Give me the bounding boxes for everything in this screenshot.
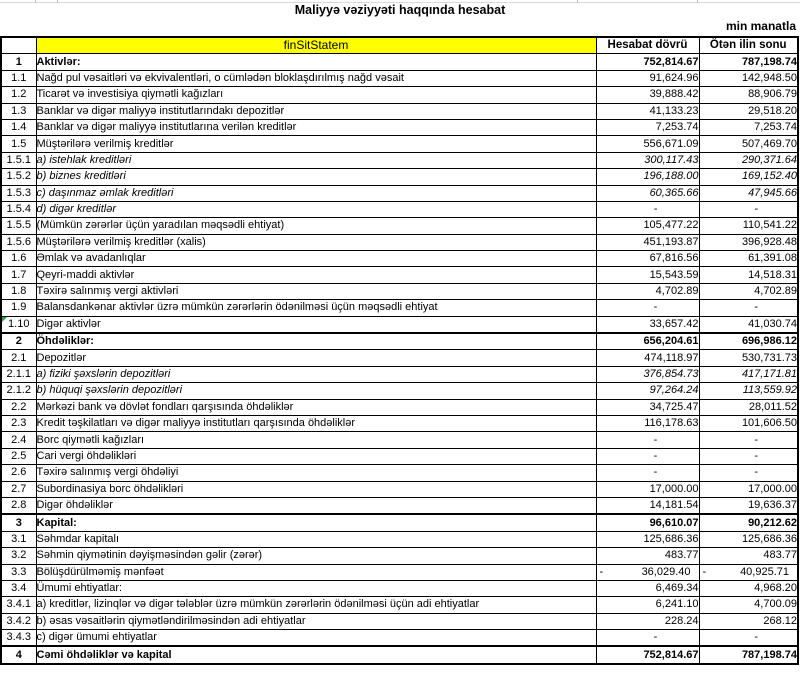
table-row <box>1 564 798 580</box>
row-label-cell: Səhmdar kapitalı <box>36 531 596 547</box>
table-row <box>1 399 798 415</box>
previous-year-value-cell: - <box>699 630 798 647</box>
column-header-code <box>1 37 36 54</box>
row-code-cell: 1.3 <box>1 103 36 119</box>
table-row <box>1 531 798 547</box>
row-label-cell: Depozitlər <box>36 350 596 366</box>
table-row <box>1 185 798 201</box>
row-code-cell: 1.5.5 <box>1 218 36 234</box>
row-label-cell: Müştərilərə verilmiş kreditlər <box>36 136 596 152</box>
current-period-value-cell: - <box>596 448 699 464</box>
column-header-current-period: Hesabat dövrü <box>596 37 699 54</box>
row-label-cell: Öhdəliklər: <box>36 333 596 350</box>
current-period-value-cell: 451,193.87 <box>596 234 699 250</box>
table-row <box>1 366 798 382</box>
previous-year-value-cell: 125,686.36 <box>699 531 798 547</box>
row-label-cell: Balansdankənar aktivlər üzrə mümkün zərərlərin ödənilməsi üçün məqsədli ehtiyat <box>36 300 596 316</box>
table-row <box>1 218 798 234</box>
row-code-cell: 2.1.1 <box>1 366 36 382</box>
table-row <box>1 103 798 119</box>
table-row <box>1 267 798 283</box>
current-period-value-cell: 196,188.00 <box>596 169 699 185</box>
row-code-cell: 1 <box>1 54 36 70</box>
table-row <box>1 251 798 267</box>
row-code-cell: 1.8 <box>1 283 36 299</box>
row-code-cell: 1.2 <box>1 87 36 103</box>
current-period-value-cell: 60,365.66 <box>596 185 699 201</box>
row-code-cell: 3.2 <box>1 548 36 564</box>
previous-year-value-cell: 19,636.37 <box>699 497 798 514</box>
row-code-cell: 1.7 <box>1 267 36 283</box>
row-code-cell: 1.10 <box>1 316 36 333</box>
row-code-cell: 1.5.3 <box>1 185 36 201</box>
previous-year-value-cell: 268.12 <box>699 613 798 629</box>
table-row <box>1 70 798 86</box>
table-row <box>1 201 798 217</box>
row-label-cell: Aktivlər: <box>36 54 596 70</box>
row-label-cell: Subordinasiya borc öhdəlikləri <box>36 481 596 497</box>
previous-year-value-cell: - <box>699 300 798 316</box>
row-code-cell: 2.2 <box>1 399 36 415</box>
row-code-cell: 2.7 <box>1 481 36 497</box>
row-code-cell: 3.4 <box>1 580 36 596</box>
previous-year-value-cell: 61,391.08 <box>699 251 798 267</box>
row-code-cell: 4 <box>1 646 36 663</box>
table-row <box>1 432 798 448</box>
row-label-cell: Təxirə salınmış vergi aktivləri <box>36 283 596 299</box>
table-row <box>1 448 798 464</box>
previous-year-value-cell: 507,469.70 <box>699 136 798 152</box>
row-code-cell: 3.4.1 <box>1 597 36 613</box>
row-code-cell: 2.4 <box>1 432 36 448</box>
previous-year-value-cell: 29,518.20 <box>699 103 798 119</box>
row-code-cell: 3 <box>1 514 36 531</box>
row-label-cell: a) kreditlər, lizinqlər və digər tələblər üzrə mümkün zərərlərin ödənilməsi üçün adi ehtiyatlar <box>36 597 596 613</box>
current-period-value-cell: 105,477.22 <box>596 218 699 234</box>
row-code-cell: 3.3 <box>1 564 36 580</box>
current-period-value-cell: 483.77 <box>596 548 699 564</box>
row-code-cell: 1.1 <box>1 70 36 86</box>
row-label-cell: Banklar və digər maliyyə institutlarına verilən kreditlər <box>36 119 596 135</box>
table-row <box>1 548 798 564</box>
row-label-cell: Ticarət və investisiya qiymətli kağızları <box>36 87 596 103</box>
row-code-cell: 1.5.6 <box>1 234 36 250</box>
current-period-value-cell: 4,702.89 <box>596 283 699 299</box>
row-code-cell: 2.6 <box>1 465 36 481</box>
header-row <box>1 37 798 54</box>
minus-sign: - <box>599 565 604 578</box>
unit-note: min manatla <box>725 19 796 33</box>
current-period-value-cell: 752,814.67 <box>596 54 699 70</box>
minus-sign: - <box>702 565 707 578</box>
row-code-cell: 3.1 <box>1 531 36 547</box>
table-row <box>1 234 798 250</box>
row-code-cell: 2.8 <box>1 497 36 514</box>
previous-year-value-cell: 4,702.89 <box>699 283 798 299</box>
previous-year-value-cell: 113,559.92 <box>699 383 798 399</box>
current-period-value-cell: - <box>596 630 699 647</box>
current-period-value-cell: - <box>596 465 699 481</box>
previous-year-value-cell: 14,518.31 <box>699 267 798 283</box>
table-row <box>1 497 798 514</box>
amount: 40,925.71 <box>740 565 789 578</box>
current-period-value-cell <box>596 564 699 580</box>
row-label-cell: Mərkəzi bank və dövlət fondları qarşısında öhdəliklər <box>36 399 596 415</box>
previous-year-value-cell <box>699 564 798 580</box>
previous-year-value-cell: 169,152.40 <box>699 169 798 185</box>
current-period-value-cell: 41,133.23 <box>596 103 699 119</box>
table-row <box>1 481 798 497</box>
table-row <box>1 136 798 152</box>
current-period-value-cell: 6,241.10 <box>596 597 699 613</box>
previous-year-value-cell: 396,928.48 <box>699 234 798 250</box>
row-label-cell: Səhmin qiymətinin dəyişməsindən gəlir (zərər) <box>36 548 596 564</box>
row-label-cell: Müştərilərə verilmiş kreditlər (xalis) <box>36 234 596 250</box>
table-row <box>1 646 798 663</box>
previous-year-value-cell: 101,606.50 <box>699 415 798 431</box>
previous-year-value-cell: - <box>699 465 798 481</box>
row-label-cell: Təxirə salınmış vergi öhdəliyi <box>36 465 596 481</box>
row-label-cell: Borc qiymətli kağızları <box>36 432 596 448</box>
row-label-cell: b) əsas vəsaitlərin qiymətləndirilməsindən adi ehtiyatlar <box>36 613 596 629</box>
previous-year-value-cell: 4,700.09 <box>699 597 798 613</box>
previous-year-value-cell: 47,945.66 <box>699 185 798 201</box>
row-label-cell: Kapital: <box>36 514 596 531</box>
current-period-value-cell: 39,888.42 <box>596 87 699 103</box>
table-row <box>1 580 798 596</box>
current-period-value-cell: 300,117.43 <box>596 152 699 168</box>
row-code-cell: 2 <box>1 333 36 350</box>
previous-year-value-cell: 90,212.62 <box>699 514 798 531</box>
current-period-value-cell: 7,253.74 <box>596 119 699 135</box>
previous-year-value-cell: 696,986.12 <box>699 333 798 350</box>
row-code-cell: 1.9 <box>1 300 36 316</box>
current-period-value-cell: - <box>596 201 699 217</box>
current-period-value-cell: 97,264.24 <box>596 383 699 399</box>
row-code-cell: 2.3 <box>1 415 36 431</box>
table-row <box>1 597 798 613</box>
current-period-value-cell: 17,000.00 <box>596 481 699 497</box>
row-label-cell: Digər öhdəliklər <box>36 497 596 514</box>
row-label-cell: Ümumi ehtiyatlar: <box>36 580 596 596</box>
row-code-cell: 1.5.1 <box>1 152 36 168</box>
table-row <box>1 415 798 431</box>
row-code-cell: 1.4 <box>1 119 36 135</box>
table-row <box>1 152 798 168</box>
column-header-finsitstatem: finSitStatem <box>36 37 596 54</box>
previous-year-value-cell: 41,030.74 <box>699 316 798 333</box>
row-code-cell: 1.5.2 <box>1 169 36 185</box>
current-period-value-cell: 228.24 <box>596 613 699 629</box>
row-code-cell: 2.5 <box>1 448 36 464</box>
row-label-cell: Nağd pul vəsaitləri və ekvivalentləri, o cümlədən bloklaşdırılmış nağd vəsait <box>36 70 596 86</box>
row-label-cell: c) digər ümumi ehtiyatlar <box>36 630 596 647</box>
table-row <box>1 283 798 299</box>
table-row <box>1 514 798 531</box>
row-code-cell: 1.5.4 <box>1 201 36 217</box>
row-label-cell: a) fiziki şəxslərin depozitləri <box>36 366 596 382</box>
current-period-value-cell: 125,686.36 <box>596 531 699 547</box>
row-code-cell: 1.6 <box>1 251 36 267</box>
current-period-value-cell: 67,816.56 <box>596 251 699 267</box>
current-period-value-cell: 14,181.54 <box>596 497 699 514</box>
row-label-cell: (Mümkün zərərlər üçün yaradılan məqsədli ehtiyat) <box>36 218 596 234</box>
current-period-value-cell: 15,543.59 <box>596 267 699 283</box>
table-row <box>1 169 798 185</box>
current-period-value-cell: 6,469.34 <box>596 580 699 596</box>
previous-year-value-cell: 530,731.73 <box>699 350 798 366</box>
current-period-value-cell: 556,671.09 <box>596 136 699 152</box>
row-code-cell: 3.4.2 <box>1 613 36 629</box>
report-title: Maliyyə vəziyyəti haqqında hesabat <box>294 3 506 17</box>
current-period-value-cell: 91,624.96 <box>596 70 699 86</box>
previous-year-value-cell: 142,948.50 <box>699 70 798 86</box>
table-row <box>1 119 798 135</box>
current-period-value-cell: 96,610.07 <box>596 514 699 531</box>
previous-year-value-cell: 110,541.22 <box>699 218 798 234</box>
previous-year-value-cell: - <box>699 432 798 448</box>
current-period-value-cell: 33,657.42 <box>596 316 699 333</box>
current-period-value-cell: 34,725.47 <box>596 399 699 415</box>
previous-year-value-cell: - <box>699 448 798 464</box>
table-row <box>1 87 798 103</box>
row-label-cell: Bölüşdürülməmiş mənfəət <box>36 564 596 580</box>
row-code-cell: 2.1.2 <box>1 383 36 399</box>
row-label-cell: Cəmi öhdəliklər və kapital <box>36 646 596 663</box>
financial-position-table <box>0 36 799 665</box>
previous-year-value-cell: 7,253.74 <box>699 119 798 135</box>
previous-year-value-cell: 787,198.74 <box>699 54 798 70</box>
row-code-cell: 3.4.3 <box>1 630 36 647</box>
previous-year-value-cell: 4,968.20 <box>699 580 798 596</box>
row-label-cell: b) biznes kreditləri <box>36 169 596 185</box>
row-label-cell: c) daşınmaz əmlak kreditləri <box>36 185 596 201</box>
table-row <box>1 300 798 316</box>
previous-year-value-cell: 290,371.64 <box>699 152 798 168</box>
current-period-value-cell: 752,814.67 <box>596 646 699 663</box>
table-row <box>1 630 798 647</box>
current-period-value-cell: 116,178.63 <box>596 415 699 431</box>
column-header-previous-year-end: Ötən ilin sonu <box>699 37 798 54</box>
row-label-cell: d) digər kreditlər <box>36 201 596 217</box>
previous-year-value-cell: 28,011.52 <box>699 399 798 415</box>
previous-year-value-cell: 787,198.74 <box>699 646 798 663</box>
current-period-value-cell: 474,118.97 <box>596 350 699 366</box>
row-code-cell: 1.5 <box>1 136 36 152</box>
row-label-cell: Qeyri-maddi aktivlər <box>36 267 596 283</box>
amount: 36,029.40 <box>641 565 691 578</box>
table-row <box>1 613 798 629</box>
previous-year-value-cell: 88,906.79 <box>699 87 798 103</box>
row-label-cell: a) istehlak kreditləri <box>36 152 596 168</box>
current-period-value-cell: - <box>596 300 699 316</box>
row-label-cell: Banklar və digər maliyyə institutlarındakı depozitlər <box>36 103 596 119</box>
current-period-value-cell: 656,204.61 <box>596 333 699 350</box>
table-row <box>1 465 798 481</box>
row-label-cell: Digər aktivlər <box>36 316 596 333</box>
table-row <box>1 316 798 333</box>
row-label-cell: Cari vergi öhdəlikləri <box>36 448 596 464</box>
previous-year-value-cell: - <box>699 201 798 217</box>
table-row <box>1 54 798 70</box>
previous-year-value-cell: 17,000.00 <box>699 481 798 497</box>
row-label-cell: Kredit təşkilatları və digər maliyyə institutları qarşısında öhdəliklər <box>36 415 596 431</box>
table-row <box>1 350 798 366</box>
previous-year-value-cell: 417,171.81 <box>699 366 798 382</box>
current-period-value-cell: - <box>596 432 699 448</box>
table-row <box>1 383 798 399</box>
table-row <box>1 333 798 350</box>
previous-year-value-cell: 483.77 <box>699 548 798 564</box>
row-label-cell: Əmlak və avadanlıqlar <box>36 251 596 267</box>
row-code-cell: 2.1 <box>1 350 36 366</box>
row-label-cell: b) hüquqi şəxslərin depozitləri <box>36 383 596 399</box>
current-period-value-cell: 376,854.73 <box>596 366 699 382</box>
